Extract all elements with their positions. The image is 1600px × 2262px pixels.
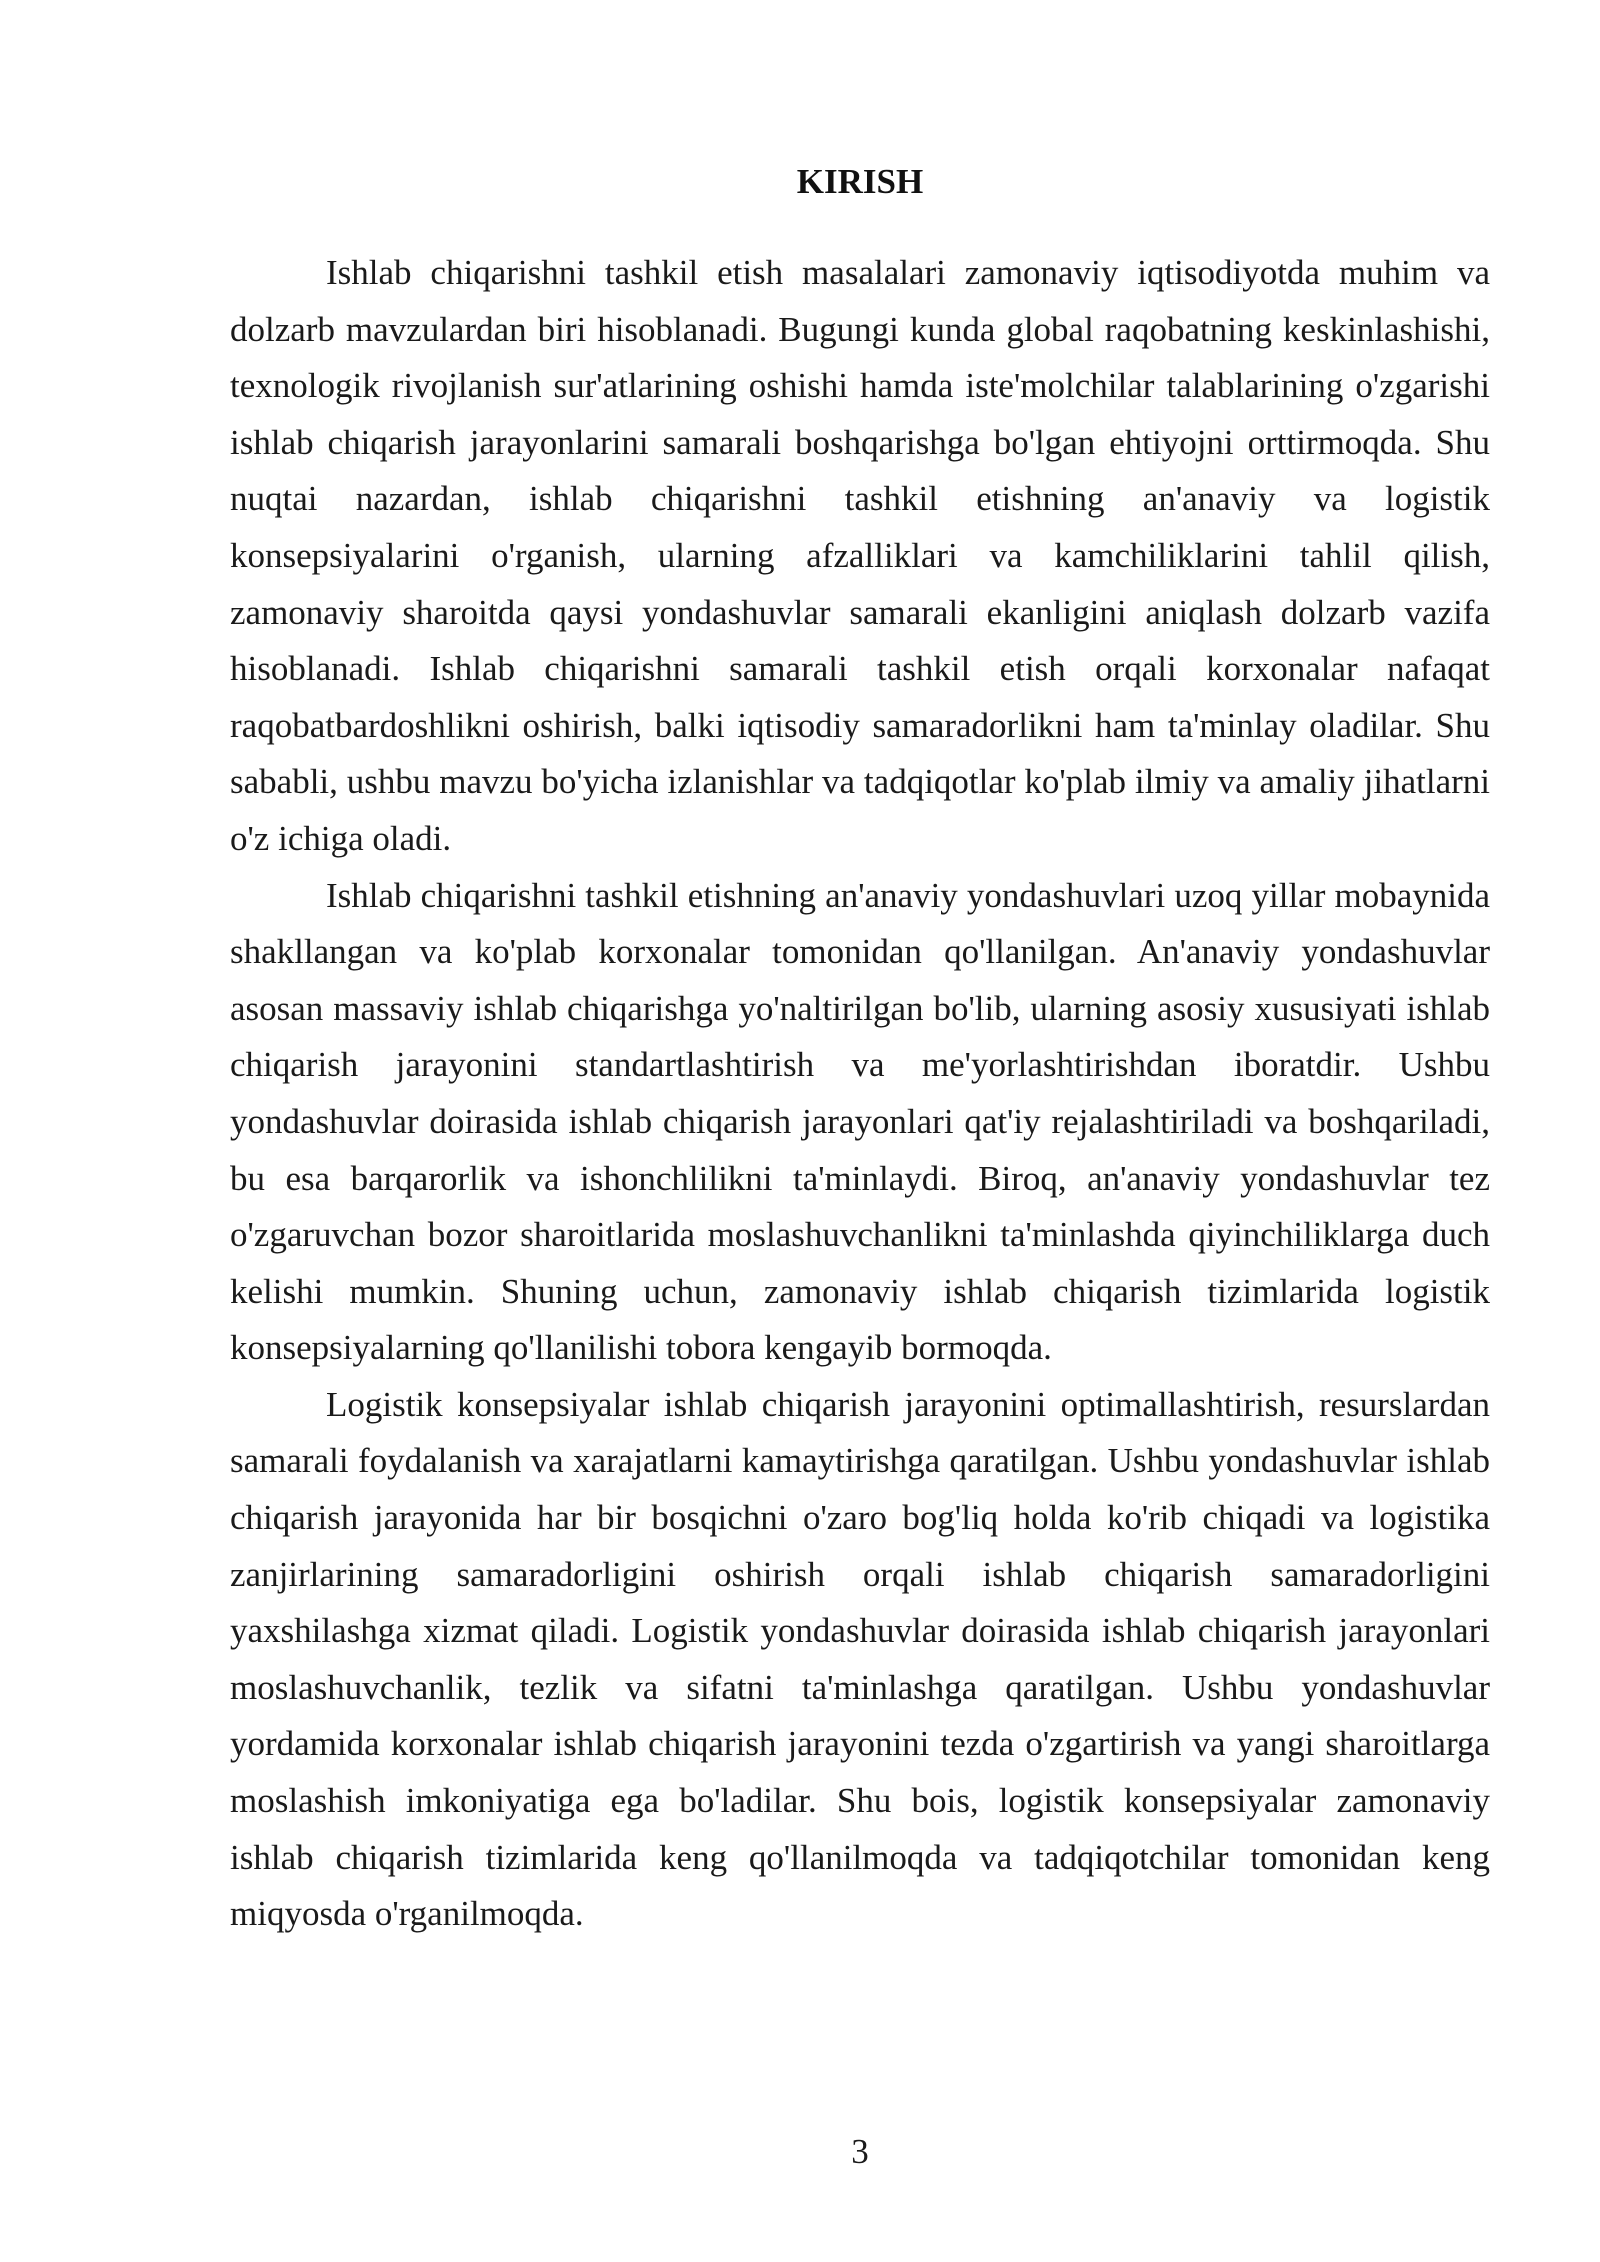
paragraph-1: Ishlab chiqarishni tashkil etish masalalari zamonaviy iqtisodiyotda muhim va dolzarb mavzulardan biri hisoblanadi. Bugungi kunda global raqobatning keskinlashishi, texnologik rivojlanish sur'atlarining oshishi hamda iste'molchilar talablarining o'zgarishi ishlab chiqarish jarayonlarini samarali boshqarishga bo'lgan ehtiyojni orttirmoqda. Shu nuqtai nazardan, ishlab chiqarishni tashkil etishning an'anaviy va logistik konsepsiyalarini o'rganish, ularning afzalliklari va kamchiliklarini tahlil qilish, zamonaviy sharoitda qaysi yondashuvlar samarali ekanligini aniqlash dolzarb vazifa hisoblanadi. Ishlab chiqarishni samarali tashkil etish orqali korxonalar nafaqat raqobatbardoshlikni oshirish, balki iqtisodiy samaradorlikni ham ta'minlay oladilar. Shu sababli, ushbu mavzu bo'yicha izlanishlar va tadqiqotlar ko'plab ilmiy va amaliy jihatlarni o'z ichiga oladi. [230,253,1490,858]
paragraph-2: Ishlab chiqarishni tashkil etishning an'anaviy yondashuvlari uzoq yillar mobaynida shakllangan va ko'plab korxonalar tomonidan qo'llanilgan. An'anaviy yondashuvlar asosan massaviy ishlab chiqarishga yo'naltirilgan bo'lib, ularning asosiy xususiyati ishlab chiqarish jarayonini standartlashtirish va me'yorlashtirishdan iboratdir. Ushbu yondashuvlar doirasida ishlab chiqarish jarayonlari qat'iy rejalashtiriladi va boshqariladi, bu esa barqarorlik va ishonchlilikni ta'minlaydi. Biroq, an'anaviy yondashuvlar tez o'zgaruvchan bozor sharoitlarida moslashuvchanlikni ta'minlashda qiyinchiliklarga duch kelishi mumkin. Shuning uchun, zamonaviy ishlab chiqarish tizimlarida logistik konsepsiyalarning qo'llanilishi tobora kengayib bormoqda. [230,875,1490,1368]
paragraph-3: Logistik konsepsiyalar ishlab chiqarish jarayonini optimallashtirish, resurslardan samarali foydalanish va xarajatlarni kamaytirishga qaratilgan. Ushbu yondashuvlar ishlab chiqarish jarayonida har bir bosqichni o'zaro bog'liq holda ko'rib chiqadi va logistika zanjirlarining samaradorligini oshirish orqali ishlab chiqarish samaradorligini yaxshilashga xizmat qiladi. Logistik yondashuvlar doirasida ishlab chiqarish jarayonlari moslashuvchanlik, tezlik va sifatni ta'minlashga qaratilgan. Ushbu yondashuvlar yordamida korxonalar ishlab chiqarish jarayonini tezda o'zgartirish va yangi sharoitlarga moslashish imkoniyatiga ega bo'ladilar. Shu bois, logistik konsepsiyalar zamonaviy ishlab chiqarish tizimlarida keng qo'llanilmoqda va tadqiqotchilar tomonidan keng miqyosda o'rganilmoqda. [230,1384,1490,1934]
body-text [230,245,1490,1943]
page-title: KIRISH [796,162,924,201]
page-number: 3 [851,2132,869,2171]
